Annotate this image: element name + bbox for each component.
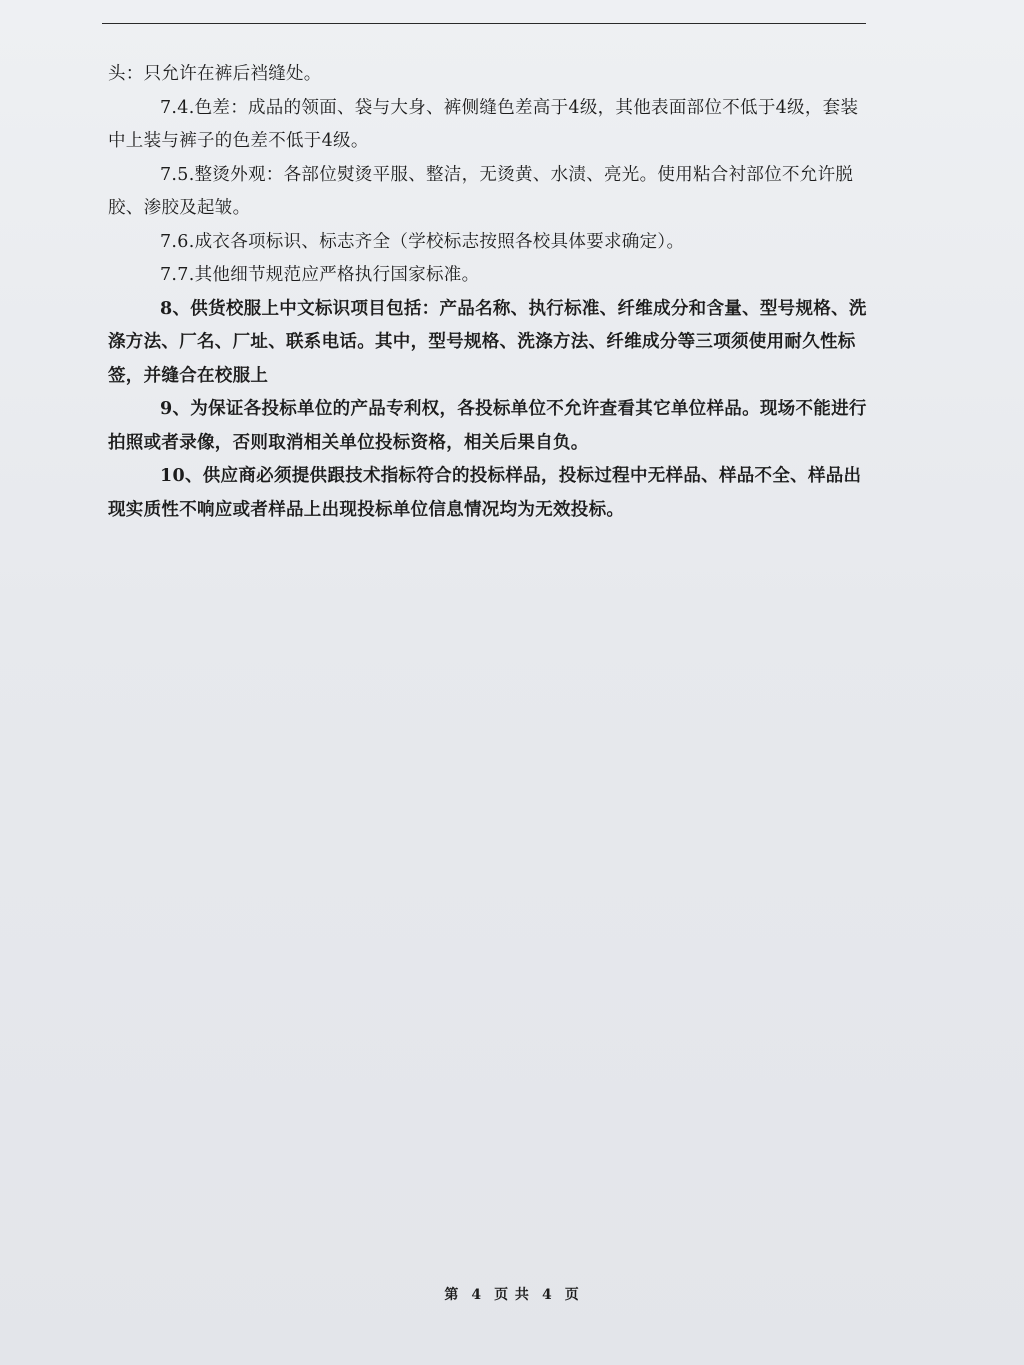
footer-mid: 页 共 — [494, 1287, 530, 1303]
paragraph-7-4-color-difference: 7.4.色差：成品的领面、袋与大身、裤侧缝色差高于4级，其他表面部位不低于4级，套装中上装与裤子的色差不低于4级。 — [108, 97, 859, 151]
paragraph-9-patent-protection: 9、为保证各投标单位的产品专利权，各投标单位不允许查看其它单位样品。现场不能进行拍照或者录像，否则取消相关单位投标资格，相关后果自负。 — [108, 399, 867, 453]
footer-prefix: 第 — [444, 1287, 460, 1303]
paragraph-7-6-labels: 7.6.成衣各项标识、标志齐全（学校标志按照各校具体要求确定）。 — [160, 231, 685, 252]
total-pages-number: 4 — [541, 1287, 553, 1303]
paragraph-10-bid-samples: 10、供应商必须提供跟技术指标符合的投标样品，投标过程中无样品、样品不全、样品出现实质性不响应或者样品上出现投标单位信息情况均为无效投标。 — [108, 466, 862, 520]
paragraph-continuation: 头：只允许在裤后裆缝处。 — [108, 64, 322, 84]
paragraph-8-chinese-labeling: 8、供货校服上中文标识项目包括：产品名称、执行标准、纤维成分和含量、型号规格、洗涤方法、厂名、厂址、联系电话。其中，型号规格、洗涤方法、纤维成分等三项须使用耐久性标签，并缝合在校服上 — [108, 298, 867, 386]
footer-suffix: 页 — [564, 1287, 580, 1303]
page-footer — [0, 1284, 1024, 1304]
header-rule — [102, 23, 866, 24]
paragraph-7-7-other-details: 7.7.其他细节规范应严格执行国家标准。 — [160, 265, 480, 285]
paragraph-7-5-ironing-appearance: 7.5.整烫外观：各部位熨烫平服、整洁，无烫黄、水渍、亮光。使用粘合衬部位不允许脱胶、渗胶及起皱。 — [108, 164, 854, 218]
document-body — [108, 58, 868, 527]
current-page-number: 4 — [471, 1287, 483, 1303]
